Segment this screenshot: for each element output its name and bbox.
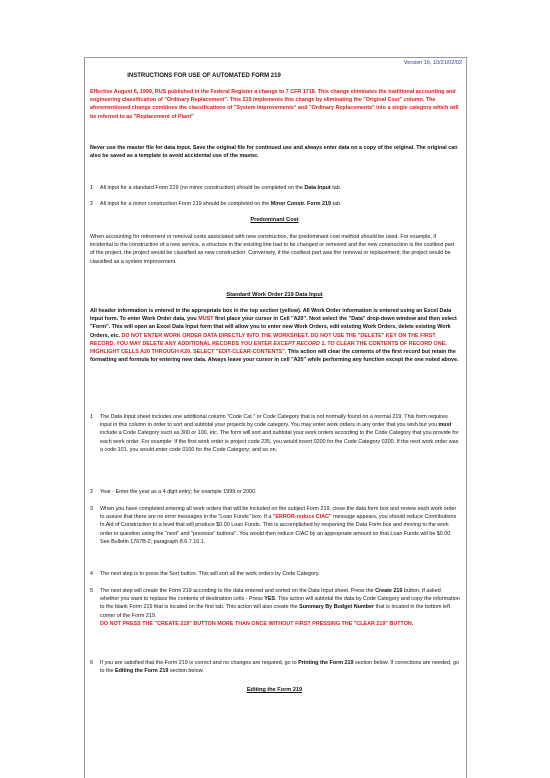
item-number: 1 xyxy=(90,414,93,420)
instruction-print-or-edit: If you are satisfied that the Form 219 is correct and no changes are required, go to Printing the Form 219 section below. If corrections are needed, go to the Editing the Form 219 section below. xyxy=(100,660,459,675)
item-number: 5 xyxy=(90,588,93,594)
instruction-standard-input: All input for a standard Form 219 (no minor construction) should be completed on the Data Input tab. xyxy=(100,185,342,191)
editing-form-heading: Editing the Form 219 xyxy=(246,687,303,693)
predominant-cost-text: When accounting for retirement or removal costs associated with new construction, the predominant cost method should be used. For example, if incidental to the construction of a new service, a structure in the existing line had to be changed or removed and the new construction is the costliest part of the project, the project would be classified as new construction. Conversely, if the costliest part was the removal or replacement, the project would be classified as a system improvement. xyxy=(90,234,455,265)
instruction-create-219: The next step will create the Form 219 according to the data entered and sorted on the Data Input sheet. Press the Create 219 button. If asked whether you want to replace the contents of destination cells - Press YES. This action will subtotal the data by Code Category and copy the information to the blank Form 219 that is located on the first tab. This action will also create the Summary By Budget Number that is located in the bottom left corner of the Form 219. DO NOT PRESS THE "CREATE 219" BUTTON MORE THAN ONCE WITHOUT FIRST PRESSING THE "CLEAR 219" BUTTON. xyxy=(100,588,460,627)
instruction-minor-construction: All input for a minor construction Form 219 should be completed on the Minor Constr. Form 219 tab. xyxy=(100,201,342,207)
instruction-review-work-orders: When you have completed entering all work orders that will be included on the subject Form 219, close the data form box and review each work order to assure that there are no error messages in the "Loan Funds" box. If a "ERROR-reduce CIAC" message appears, you should reduce Contributions In Aid of Construction to a level that will produce $0.00 Loan Funds. This is accomplished by reopening the Data Form box and moving to the work order in question using the "next" and "previous" buttons". You would then reduce CIAC by an appropriate amount so that Loan Funds will be $0.00. See Bulletin 1767B-2, paragraph 8.6.7.10.1. xyxy=(100,506,457,545)
item-number: 1 xyxy=(90,185,93,191)
item-number: 2 xyxy=(90,201,93,207)
item-number: 4 xyxy=(90,571,93,577)
instruction-code-category: The Data Input sheet includes one additional column "Code Cat." or Code Category that is not normally found on a normal 219. This form requires input in this column in order to sort and subtotal your projects by code category. You may enter work orders in any order that you wish but you must include a Code Category such as 300 or 100, etc. The form will sort and subtotal your work orders according to the Code Category that you provide for each work order. For example: If the first work order is project code 235, you would insert 0200 for the Code Category 0200. If the next work order was a code 101, you would enter code 0100 for the Code Category; and so on. xyxy=(100,414,459,453)
effective-notice: Effective August 6, 1999, RUS published in the Federal Register a change to 7 CFR 1718. This change eliminates the traditional accounting and engineering classification of "Ordinary Replacement". This 219 implements this change by eliminating the "Original Cost" column. The aforementioned change combines the classifications of "System Improvements" and "Ordinary Replacements" into a single category which will be referred to as "Replacement of Plant" xyxy=(90,89,459,120)
document-title: INSTRUCTIONS FOR USE OF AUTOMATED FORM 219 xyxy=(127,73,281,79)
version-label: Version 16, 10/21/02/02 xyxy=(403,60,462,66)
instruction-year: Year - Enter the year as a 4 digit entry; for example 1999 or 2000. xyxy=(100,489,257,495)
item-number: 6 xyxy=(90,660,93,666)
master-file-warning: Never use the master file for data input. Save the original file for continued use and always enter data on a copy of the original. The original can also be saved as a template to avoid accidental use of the master. xyxy=(90,145,458,160)
standard-work-order-text: All header information is entered in the appropriate box in the top section (yellow). All Work Order information is entered using an Excel Data Input form. To enter Work Order data, you MUST first place your cursor in Cell "A20". Next select the "Data" drop-down window and then select "Form". This will open an Excel Data Input form that will allow you to enter new Work Orders, edit existing Work Orders, delete existing Work Orders, etc. DO NOT ENTER WORK ORDER DATA DIRECTLY INTO THE WORKSHEET. DO NOT USE THE "DELETE" KEY ON THE FIRST RECORD. YOU MAY DELETE ANY ADDITIONAL RECORDS YOU ENTER EXCEPT RECORD 1. TO CLEAR THE CONTENTS OF RECORD ONE, HIGHLIGHT CELLS A20 THROUGH K20. SELECT "EDIT-CLEAR-CONTENTS". This action will clear the contents of the first record but retain the formatting and formula for entering new data. Always leave your cursor in cell "A20" while performing any function except the one noted above. xyxy=(90,308,459,364)
predominant-cost-heading: Predominant Cost xyxy=(250,217,299,223)
instruction-sort: The next step is to press the Sort button. This will sort all the work orders by Code Category. xyxy=(100,571,320,577)
standard-work-order-heading: Standard Work Order 219 Data Input xyxy=(226,292,323,298)
item-number: 3 xyxy=(90,506,93,512)
item-number: 2 xyxy=(90,489,93,495)
